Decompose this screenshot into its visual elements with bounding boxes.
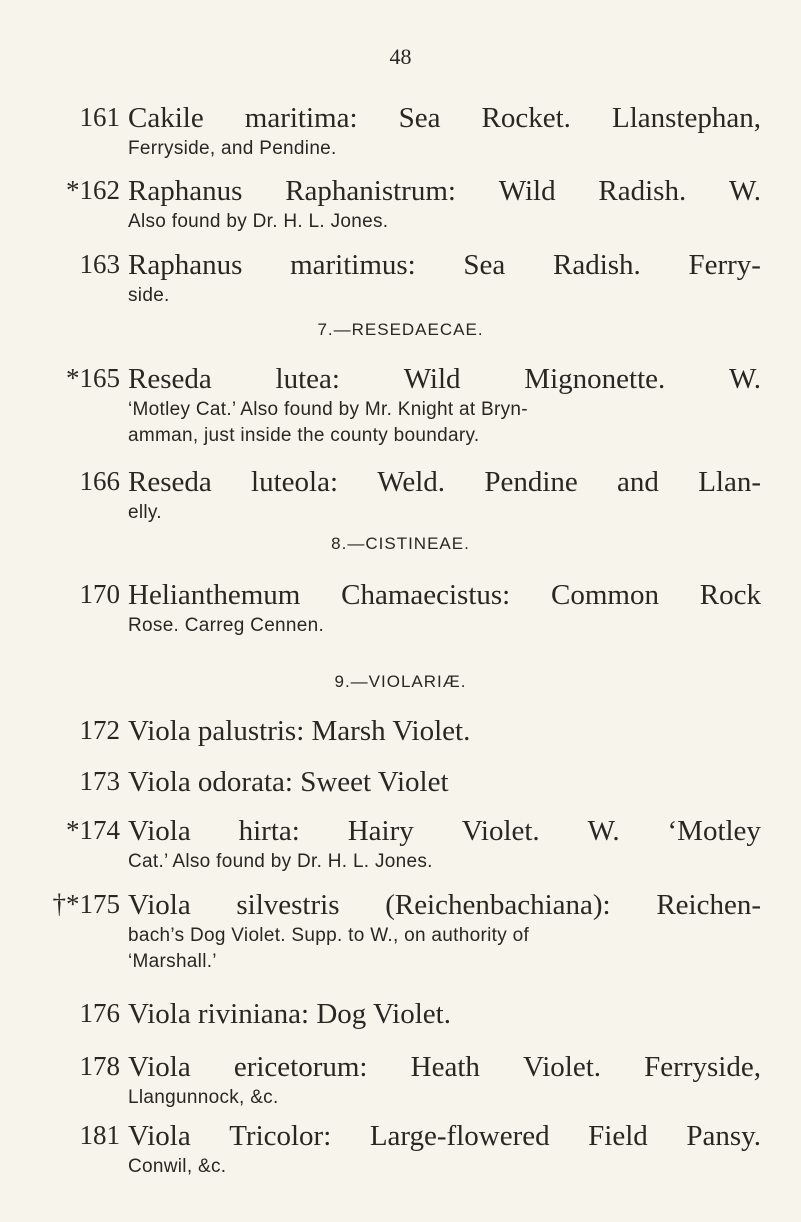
entry-note: amman, just inside the county boundary. [128,425,480,446]
entry-number: 166 [79,466,120,496]
entry-number: †*175 [52,889,120,919]
entry-title: Viola Tricolor: Large-flowered Field Pansy. [128,1120,761,1152]
entry-note: side. [128,285,170,306]
entry-note: Rose. Carreg Cennen. [128,615,325,636]
entry-number: 163 [79,249,120,279]
entry-note: bach’s Dog Violet. Supp. to W., on authority of [128,925,530,946]
entry-number: 176 [79,998,120,1028]
entry-title: Viola odorata: Sweet Violet [128,766,449,798]
entry-note: Conwil, &c. [128,1156,227,1177]
entry-title: Raphanus Raphanistrum: Wild Radish. W. [128,175,761,207]
entry-number: 173 [79,766,120,796]
entry-note: Llangunnock, &c. [128,1087,279,1108]
entry-note: elly. [128,502,162,523]
entry-title: Viola hirta: Hairy Violet. W. ‘Motley [128,815,761,847]
entry-number: 161 [79,102,120,132]
entry-number: 178 [79,1051,120,1081]
page-number: 48 [389,44,412,69]
entry-title: Helianthemum Chamaecistus: Common Rock [128,579,761,611]
section-heading: 8.—CISTINEAE. [331,534,470,553]
entry-title: Cakile maritima: Sea Rocket. Llanstephan, [128,102,761,134]
entry-note: Cat.’ Also found by Dr. H. L. Jones. [128,851,433,872]
entry-number: *165 [66,363,120,393]
entry-number: *174 [66,815,120,845]
entry-number: 172 [79,715,120,745]
entry-number: 181 [79,1120,120,1150]
entry-note: ‘Marshall.’ [128,951,217,972]
entry-note: Also found by Dr. H. L. Jones. [128,211,389,232]
entry-number: 170 [79,579,120,609]
entry-title: Raphanus maritimus: Sea Radish. Ferry- [128,249,761,281]
entry-number: *162 [66,175,120,205]
entry-title: Reseda luteola: Weld. Pendine and Llan- [128,466,761,498]
section-heading: 7.—RESEDAECAE. [317,320,484,339]
entry-title: Reseda lutea: Wild Mignonette. W. [128,363,761,395]
entry-title: Viola silvestris (Reichenbachiana): Reichen- [128,889,761,921]
entry-note: ‘Motley Cat.’ Also found by Mr. Knight at Bryn- [128,399,528,420]
entry-title: Viola riviniana: Dog Violet. [128,998,451,1030]
section-heading: 9.—VIOLARIÆ. [334,672,467,691]
entry-note: Ferryside, and Pendine. [128,138,337,159]
entry-title: Viola palustris: Marsh Violet. [128,715,471,747]
entry-title: Viola ericetorum: Heath Violet. Ferryside, [128,1051,761,1083]
